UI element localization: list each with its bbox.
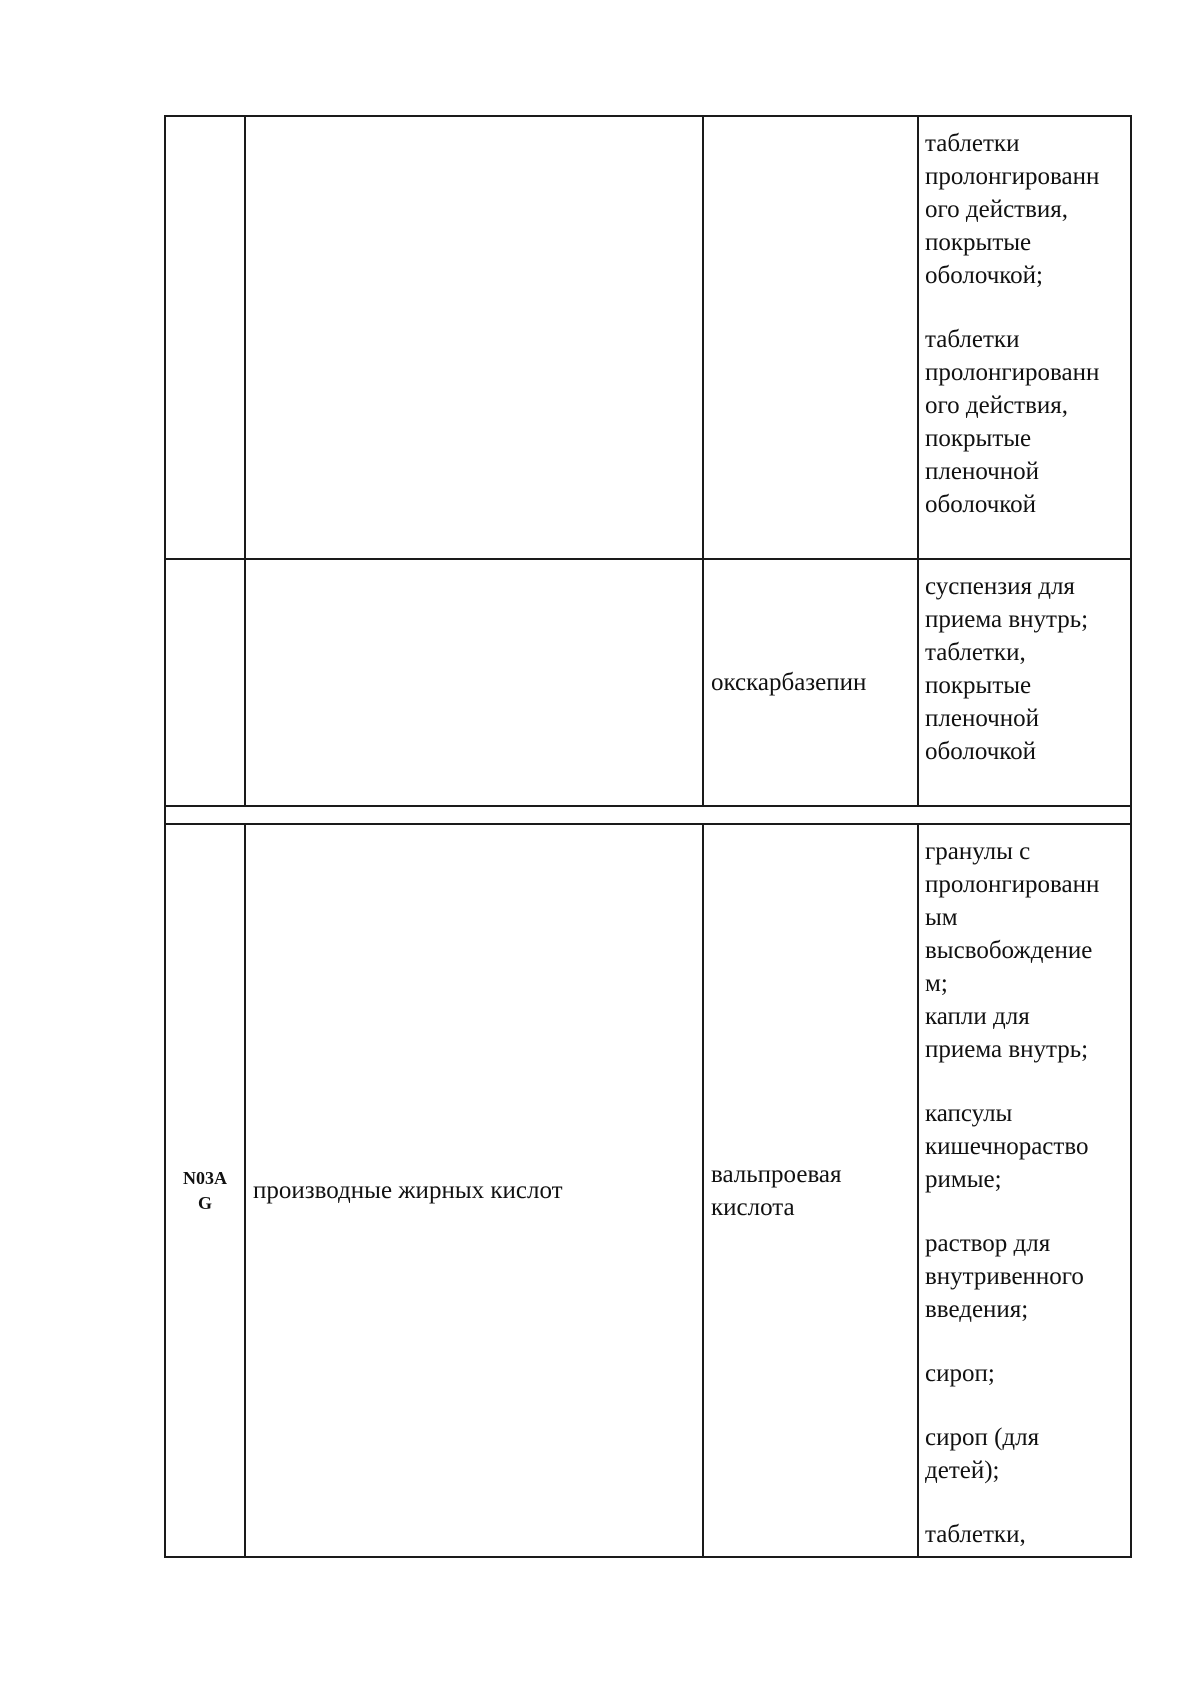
inn-cell — [704, 825, 919, 1556]
dosage-form: капсулы кишечнораство римые; — [925, 1100, 1089, 1193]
pharmacological-group: производные жирных кислот — [253, 1177, 563, 1204]
dosage-form: сироп (для детей); — [925, 1424, 1040, 1484]
dosage-forms-cell — [919, 117, 1130, 558]
dosage-forms-cell — [919, 825, 1130, 1556]
group-name-cell — [246, 825, 704, 1556]
dosage-form: таблетки пролонгированн ого действия, покрытые оболочкой; — [925, 130, 1100, 289]
inn-cell — [704, 117, 919, 558]
table-spacer-row — [164, 805, 1132, 825]
atc-code: N03A G — [183, 1167, 227, 1213]
table-row — [164, 115, 1132, 560]
atc-code-cell — [166, 825, 246, 1556]
dosage-form: таблетки, — [925, 1521, 1026, 1548]
dosage-form: сироп; — [925, 1360, 995, 1387]
table-row — [164, 558, 1132, 807]
group-name-cell — [246, 560, 704, 805]
dosage-form: раствор для внутривенного введения; — [925, 1230, 1084, 1323]
atc-code-cell — [166, 117, 246, 558]
inn-name: окскарбазепин — [711, 669, 867, 696]
table-row — [164, 823, 1132, 1558]
atc-code-cell — [166, 560, 246, 805]
dosage-form: суспензия для приема внутрь; таблетки, покрытые пленочной оболочкой — [925, 573, 1089, 765]
inn-cell — [704, 560, 919, 805]
dosage-forms-cell — [919, 560, 1130, 805]
inn-name: вальпроевая кислота — [711, 1160, 842, 1221]
dosage-form: гранулы с пролонгированн ым высвобождение м; капли для приема внутрь; — [925, 838, 1100, 1063]
dosage-form: таблетки пролонгированн ого действия, покрытые пленочной оболочкой — [925, 326, 1100, 518]
group-name-cell — [246, 117, 704, 558]
